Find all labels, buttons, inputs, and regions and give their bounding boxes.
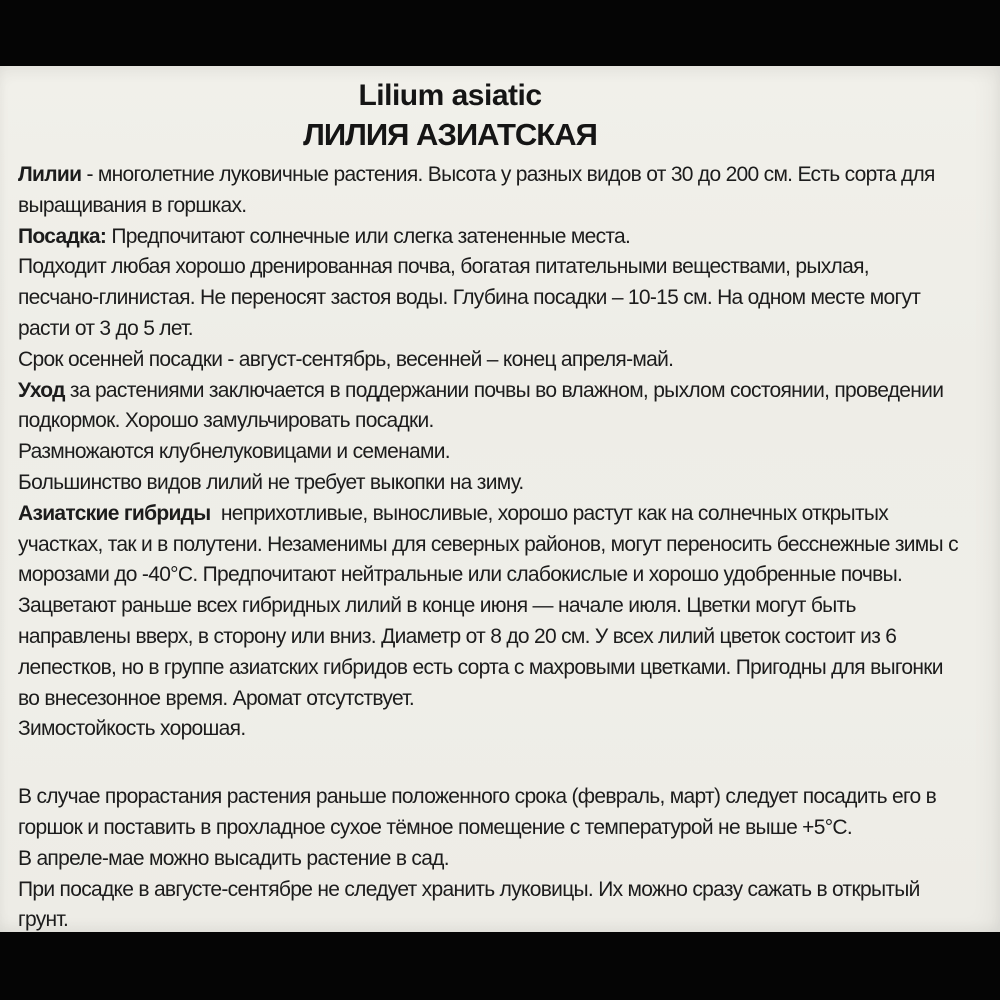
text-line: морозами до -40°С. Предпочитают нейтральные или слабокислые и хорошо удобренные почвы. — [18, 563, 903, 587]
text-line: Азиатские гибриды неприхотливые, выносливые, хорошо растут как на солнечных открытых — [18, 501, 889, 525]
text-line: во внесезонное время. Аромат отсутствует. — [18, 686, 414, 710]
text-line: направлены вверх, в сторону или вниз. Диаметр от 8 до 20 см. У всех лилий цветок состоит из 6 — [18, 624, 897, 648]
title-latin: Lilium asiatic — [358, 79, 542, 112]
letterbox-bottom — [0, 932, 1000, 1000]
paragraph-gap — [18, 745, 1000, 782]
text-line: В апреле-мае можно высадить растение в сад. — [18, 846, 449, 870]
text-line: расти от 3 до 5 лет. — [18, 316, 193, 340]
text-line: Посадка: Предпочитают солнечные или слегка затененные места. — [18, 224, 631, 248]
text-line: Лилии - многолетние луковичные растения. Высота у разных видов от 30 до 200 см. Есть сорта для — [18, 163, 935, 186]
text-line: Срок осенней посадки - август-сентябрь, весенней – конец апреля-май. — [18, 347, 674, 371]
text-line: В случае прорастания растения раньше положенного срока (февраль, март) следует посадить его в — [18, 785, 937, 809]
text-line: Уход за растениями заключается в поддержании почвы во влажном, рыхлом состоянии, проведении — [18, 378, 944, 402]
plant-care-label — [0, 66, 1000, 932]
text-line: выращивания в горшках. — [18, 193, 247, 217]
title-russian: ЛИЛИЯ АЗИАТСКАЯ — [303, 117, 597, 152]
label-header — [0, 66, 900, 156]
text-line: участках, так и в полутени. Незаменимы для северных районов, могут переносить бесснежные зимы с — [18, 532, 958, 556]
text-line: Подходит любая хорошо дренированная почва, богатая питательными веществами, рыхлая, — [18, 255, 869, 279]
text-line: При посадке в августе-сентябре не следует хранить луковицы. Их можно сразу сажать в открытый — [18, 877, 920, 901]
text-line: песчано-глинистая. Не переносят застоя воды. Глубина посадки – 10-15 см. На одном месте могут — [18, 286, 921, 310]
text-line: лепестков, но в группе азиатских гибридов есть сорта с махровыми цветками. Пригодны для выгонки — [18, 655, 943, 679]
text-line: горшок и поставить в прохладное сухое тёмное помещение с температурой не выше +5°С. — [18, 815, 853, 839]
text-line: подкормок. Хорошо замульчировать посадки. — [18, 409, 434, 433]
text-line: грунт. — [18, 908, 69, 932]
letterbox-top — [0, 0, 1000, 66]
text-line: Зимостойкость хорошая. — [18, 717, 246, 741]
text-line: Большинство видов лилий не требует выкопки на зиму. — [18, 470, 524, 494]
label-body-text — [0, 160, 1000, 932]
text-line: Размножаются клубнелуковицами и семенами. — [18, 440, 450, 464]
text-line: Зацветают раньше всех гибридных лилий в конце июня — начале июля. Цветки могут быть — [18, 594, 856, 618]
